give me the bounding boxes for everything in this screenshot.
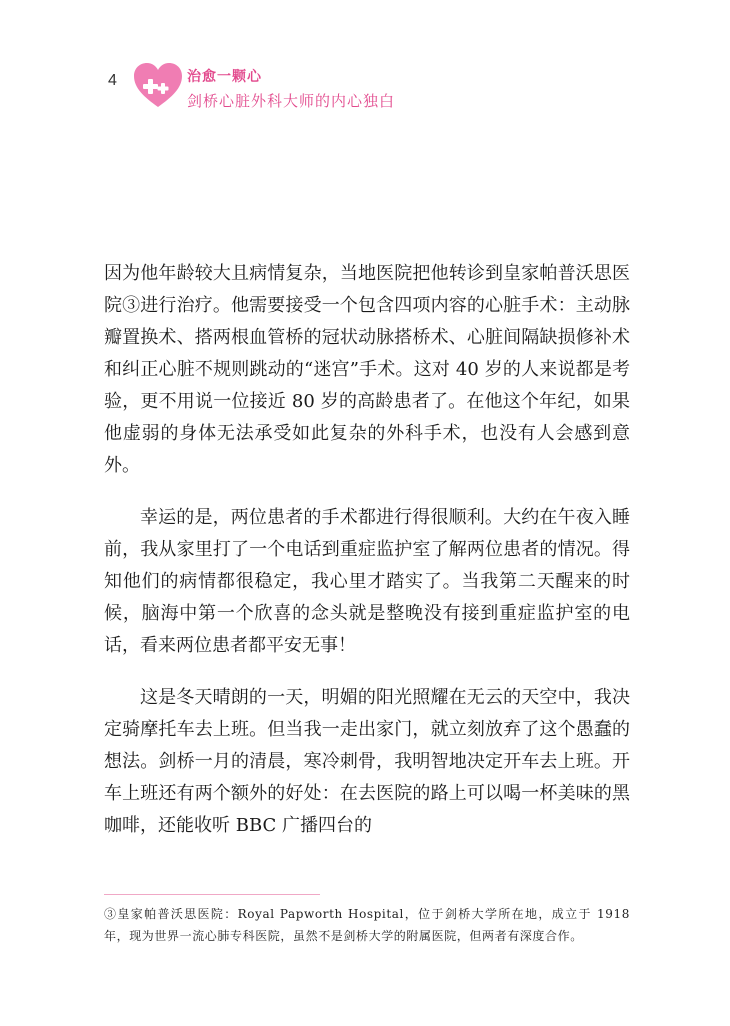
book-subtitle: 剑桥心脏外科大师的内心独白	[187, 92, 396, 110]
body-text	[104, 258, 630, 842]
footnote-divider	[104, 894, 320, 895]
paragraph-2: 幸运的是，两位患者的手术都进行得很顺利。大约在午夜入睡前，我从家里打了一个电话到重症监护室了解两位患者的情况。得知他们的病情都很稳定，我心里才踏实了。当我第二天醒来的时候，脑海中第一个欣喜的念头就是整晚没有接到重症监护室的电话，看来两位患者都平安无事！	[104, 507, 630, 656]
paragraph-3: 这是冬天晴朗的一天，明媚的阳光照耀在无云的天空中，我决定骑摩托车去上班。但当我一走出家门，就立刻放弃了这个愚蠢的想法。剑桥一月的清晨，寒冷刺骨，我明智地决定开车去上班。开车上班还有两个额外的好处：在去医院的路上可以喝一杯美味的黑咖啡，还能收听 BBC 广播四台的	[104, 687, 630, 836]
page-number: 4	[108, 72, 117, 89]
heart-with-cross-icon	[132, 62, 184, 110]
paragraph-1: 因为他年龄较大且病情复杂，当地医院把他转诊到皇家帕普沃思医院③进行治疗。他需要接受一个包含四项内容的心脏手术：主动脉瓣置换术、搭两根血管桥的冠状动脉搭桥术、心脏间隔缺损修补术和纠正心脏不规则跳动的“迷宫”手术。这对 40 岁的人来说都是考验，更不用说一位接近 80 岁的高龄患者了。在他这个年纪，如果他虚弱的身体无法承受如此复杂的外科手术，也没有人会感到意外。	[104, 263, 630, 476]
footnote: ③皇家帕普沃思医院：Royal Papworth Hospital，位于剑桥大学所在地，成立于 1918 年，现为世界一流心肺专科医院，虽然不是剑桥大学的附属医院，但两者有深度合作。	[104, 907, 630, 943]
book-title: 治愈一颗心	[187, 69, 262, 85]
